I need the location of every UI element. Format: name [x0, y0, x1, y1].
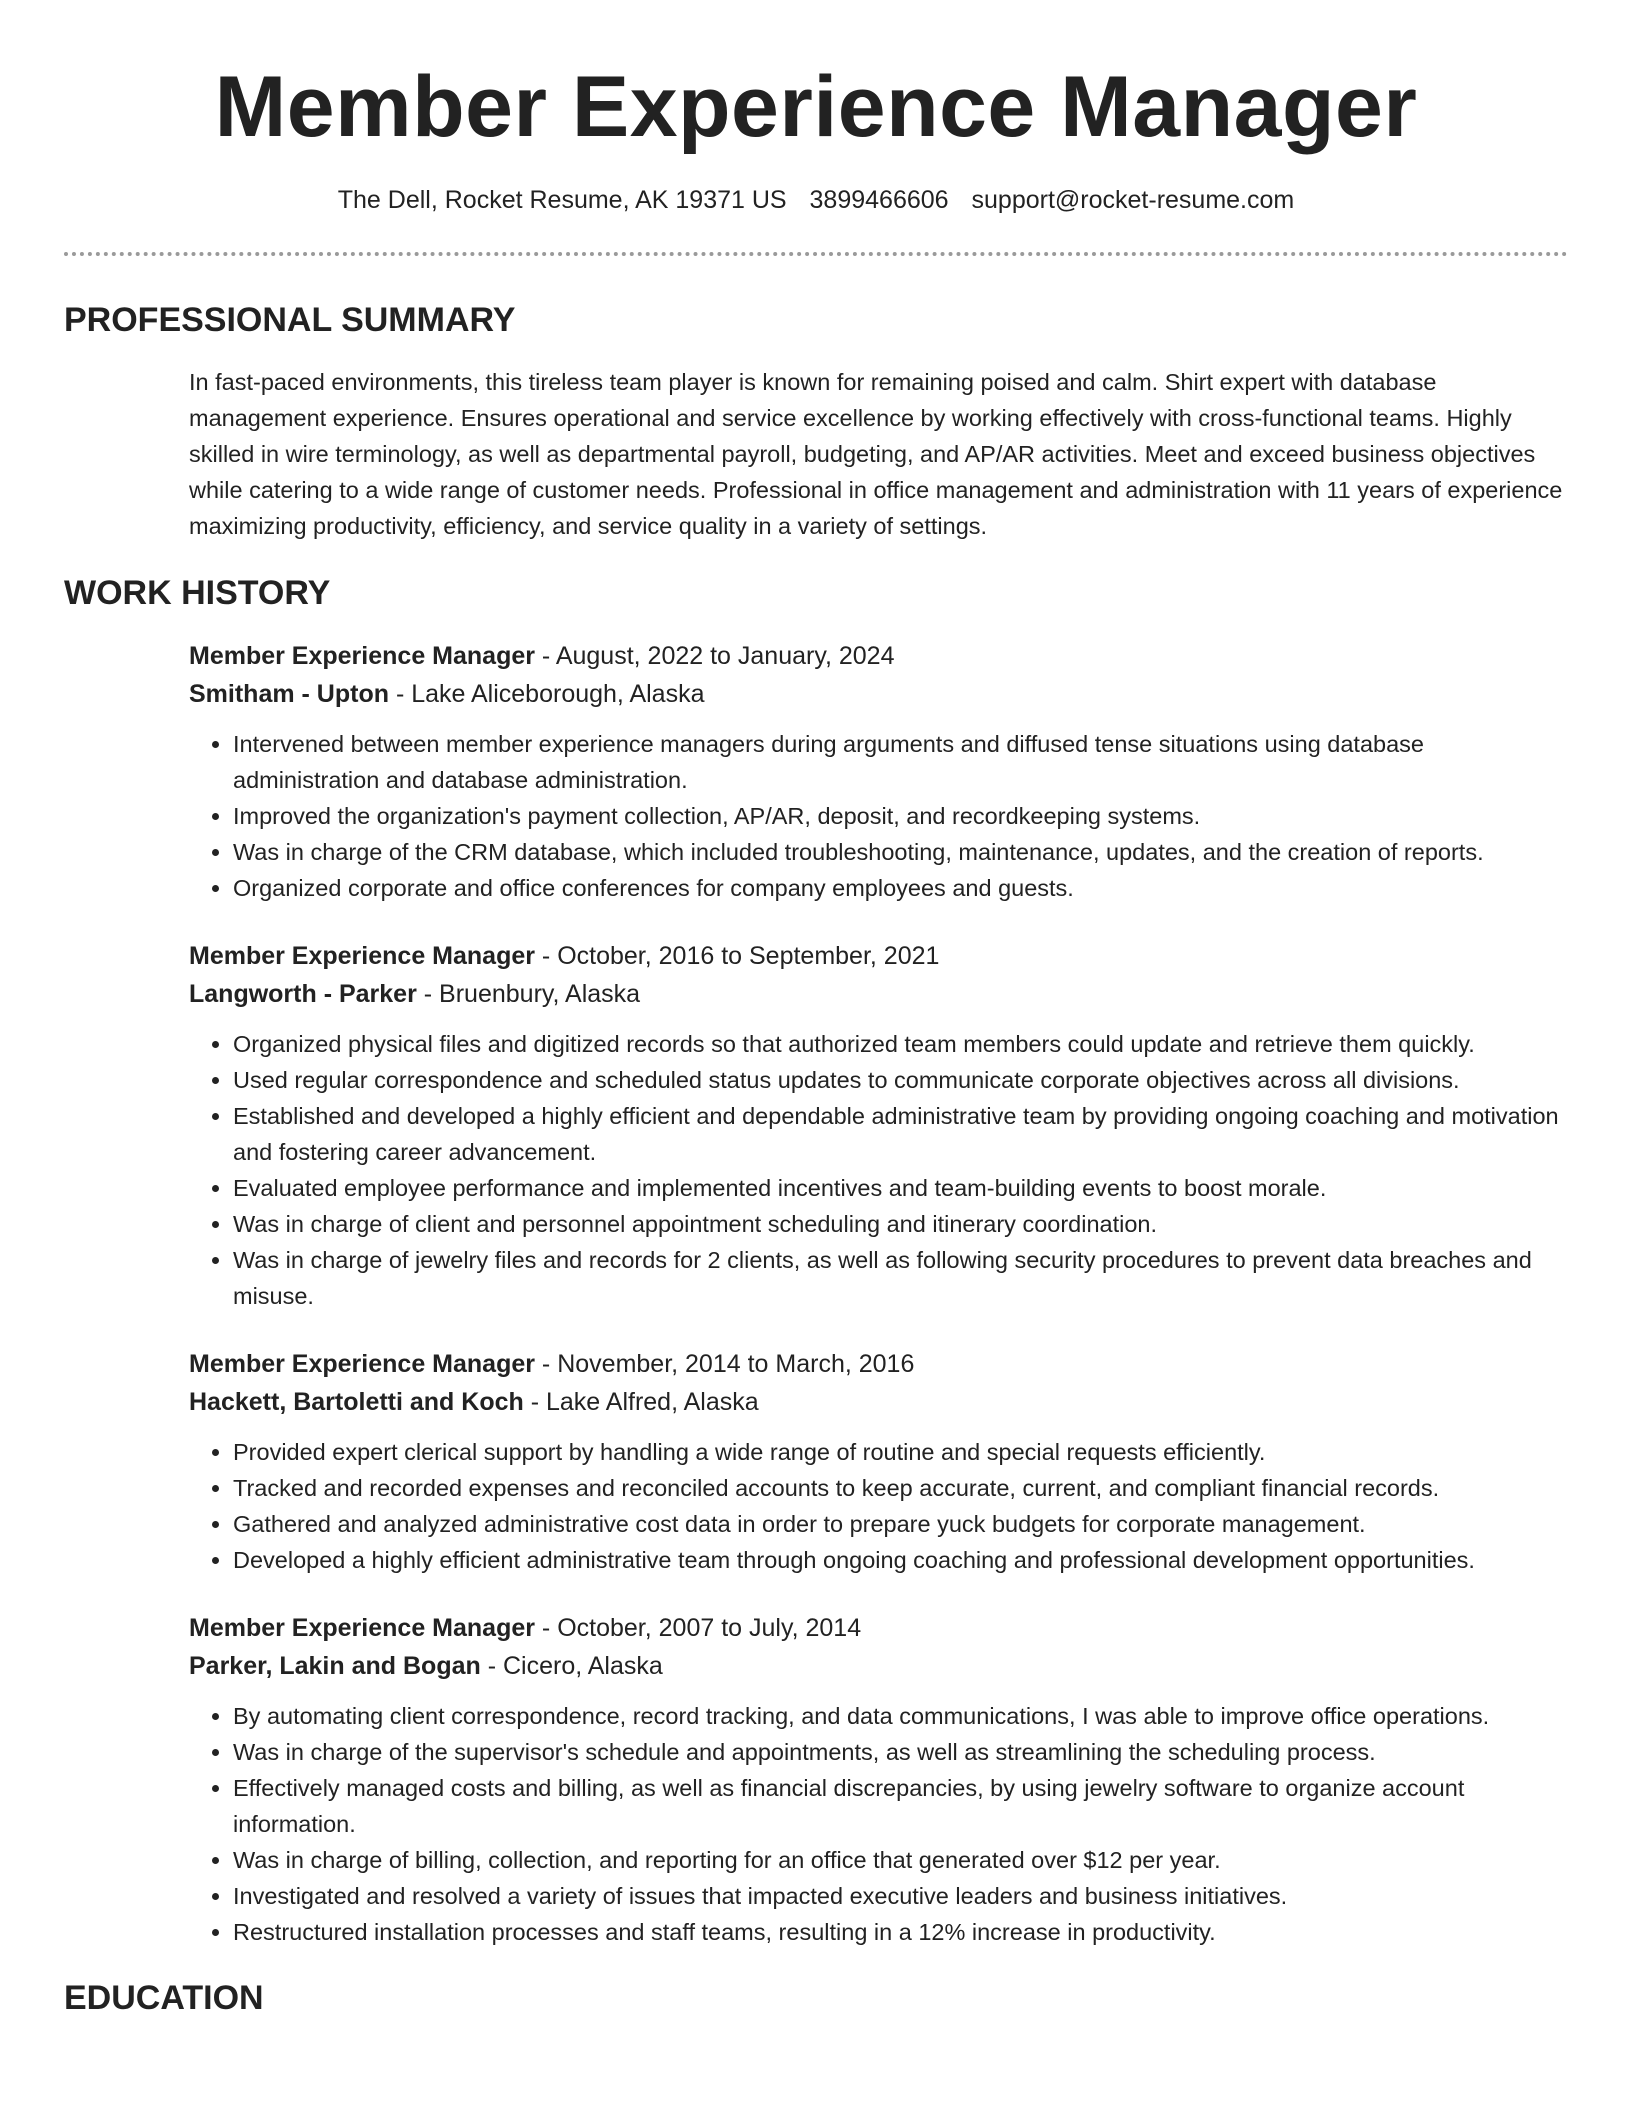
- job-company: Smitham - Upton: [189, 680, 389, 708]
- job-title-line: [189, 1609, 1568, 1647]
- job-company: Hackett, Bartoletti and Koch: [189, 1388, 524, 1416]
- job-title: Member Experience Manager: [189, 942, 535, 970]
- job-bullets: [189, 726, 1568, 906]
- job-location: - Lake Aliceborough, Alaska: [389, 680, 705, 708]
- contact-phone: 3899466606: [809, 186, 949, 214]
- job-bullet: • Used regular correspondence and scheduled status updates to communicate corporate objectives across all divisions.: [233, 1062, 1568, 1098]
- job-dates: - August, 2022 to January, 2024: [534, 642, 895, 670]
- job-bullet: • Evaluated employee performance and implemented incentives and team-building events to boost morale.: [233, 1170, 1568, 1206]
- resume-name-heading: Member Experience Manager: [214, 59, 1418, 155]
- job-bullet: • By automating client correspondence, record tracking, and data communications, I was able to improve office operations.: [233, 1698, 1568, 1734]
- job-entry: [189, 1345, 1568, 1578]
- job-entry: [189, 937, 1568, 1314]
- work-history-section-title: WORK HISTORY: [64, 574, 331, 612]
- job-company-line: [189, 675, 1568, 713]
- job-bullet: • Effectively managed costs and billing, as well as financial discrepancies, by using jewelry software to organize account information.: [233, 1770, 1568, 1842]
- education-section-title: EDUCATION: [64, 1979, 264, 2017]
- job-location: - Lake Alfred, Alaska: [523, 1388, 759, 1416]
- job-title-line: [189, 937, 1568, 975]
- job-bullet: • Investigated and resolved a variety of issues that impacted executive leaders and business initiatives.: [233, 1878, 1568, 1914]
- job-dates: - October, 2016 to September, 2021: [534, 942, 940, 970]
- job-bullets: [189, 1026, 1568, 1314]
- job-bullet: • Restructured installation processes and staff teams, resulting in a 12% increase in productivity.: [233, 1914, 1568, 1950]
- job-company-line: [189, 975, 1568, 1013]
- job-bullet: • Intervened between member experience managers during arguments and diffused tense situations using database administration and database administration.: [233, 726, 1568, 798]
- job-entry: [189, 1609, 1568, 1950]
- contact-email: support@rocket-resume.com: [971, 186, 1295, 214]
- job-bullet: • Was in charge of billing, collection, and reporting for an office that generated over $12 per year.: [233, 1842, 1568, 1878]
- job-bullet: • Provided expert clerical support by handling a wide range of routine and special requests efficiently.: [233, 1434, 1568, 1470]
- job-location: - Cicero, Alaska: [480, 1652, 663, 1680]
- summary-section-title: PROFESSIONAL SUMMARY: [64, 301, 516, 339]
- job-company-line: [189, 1647, 1568, 1685]
- job-bullet: • Improved the organization's payment collection, AP/AR, deposit, and recordkeeping systems.: [233, 798, 1568, 834]
- job-bullet: • Was in charge of the CRM database, which included troubleshooting, maintenance, updates, and the creation of reports.: [233, 834, 1568, 870]
- job-title: Member Experience Manager: [189, 642, 535, 670]
- job-title-line: [189, 1345, 1568, 1383]
- contact-address: The Dell, Rocket Resume, AK 19371 US: [337, 186, 787, 214]
- job-bullets: [189, 1698, 1568, 1950]
- job-title: Member Experience Manager: [189, 1350, 535, 1378]
- job-bullet: • Organized corporate and office conferences for company employees and guests.: [233, 870, 1568, 906]
- resume-page: [64, 0, 1568, 2020]
- job-bullet: • Established and developed a highly efficient and dependable administrative team by providing ongoing coaching and motivation and fostering career advancement.: [233, 1098, 1568, 1170]
- job-bullet: • Tracked and recorded expenses and reconciled accounts to keep accurate, current, and compliant financial records.: [233, 1470, 1568, 1506]
- job-company: Parker, Lakin and Bogan: [189, 1652, 481, 1680]
- summary-text: In fast-paced environments, this tireless team player is known for remaining poised and calm. Shirt expert with database management experience. Ensures operational and service excellence by working effectively with cross-functional teams. Highly skilled in wire terminology, as well as departmental payroll, budgeting, and AP/AR activities. Meet and exceed business objectives while catering to a wide range of customer needs. Professional in office management and administration with 11 years of experience maximizing productivity, efficiency, and service quality in a variety of settings.: [189, 369, 1563, 539]
- job-entry: [189, 637, 1568, 906]
- job-dates: - October, 2007 to July, 2014: [534, 1614, 862, 1642]
- job-bullets: [189, 1434, 1568, 1578]
- job-dates: - November, 2014 to March, 2016: [534, 1350, 915, 1378]
- contact-info: [64, 182, 1568, 218]
- job-bullet: • Organized physical files and digitized records so that authorized team members could update and retrieve them quickly.: [233, 1026, 1568, 1062]
- header-divider: [64, 252, 1568, 256]
- job-bullet: • Was in charge of the supervisor's schedule and appointments, as well as streamlining the scheduling process.: [233, 1734, 1568, 1770]
- job-bullet: • Gathered and analyzed administrative cost data in order to prepare yuck budgets for corporate management.: [233, 1506, 1568, 1542]
- job-location: - Bruenbury, Alaska: [416, 980, 641, 1008]
- job-title-line: [189, 637, 1568, 675]
- job-company-line: [189, 1383, 1568, 1421]
- job-title: Member Experience Manager: [189, 1614, 535, 1642]
- job-bullet: • Was in charge of client and personnel appointment scheduling and itinerary coordination.: [233, 1206, 1568, 1242]
- job-company: Langworth - Parker: [189, 980, 417, 1008]
- job-bullet: • Was in charge of jewelry files and records for 2 clients, as well as following security procedures to prevent data breaches and misuse.: [233, 1242, 1568, 1314]
- job-bullet: • Developed a highly efficient administrative team through ongoing coaching and professional development opportunities.: [233, 1542, 1568, 1578]
